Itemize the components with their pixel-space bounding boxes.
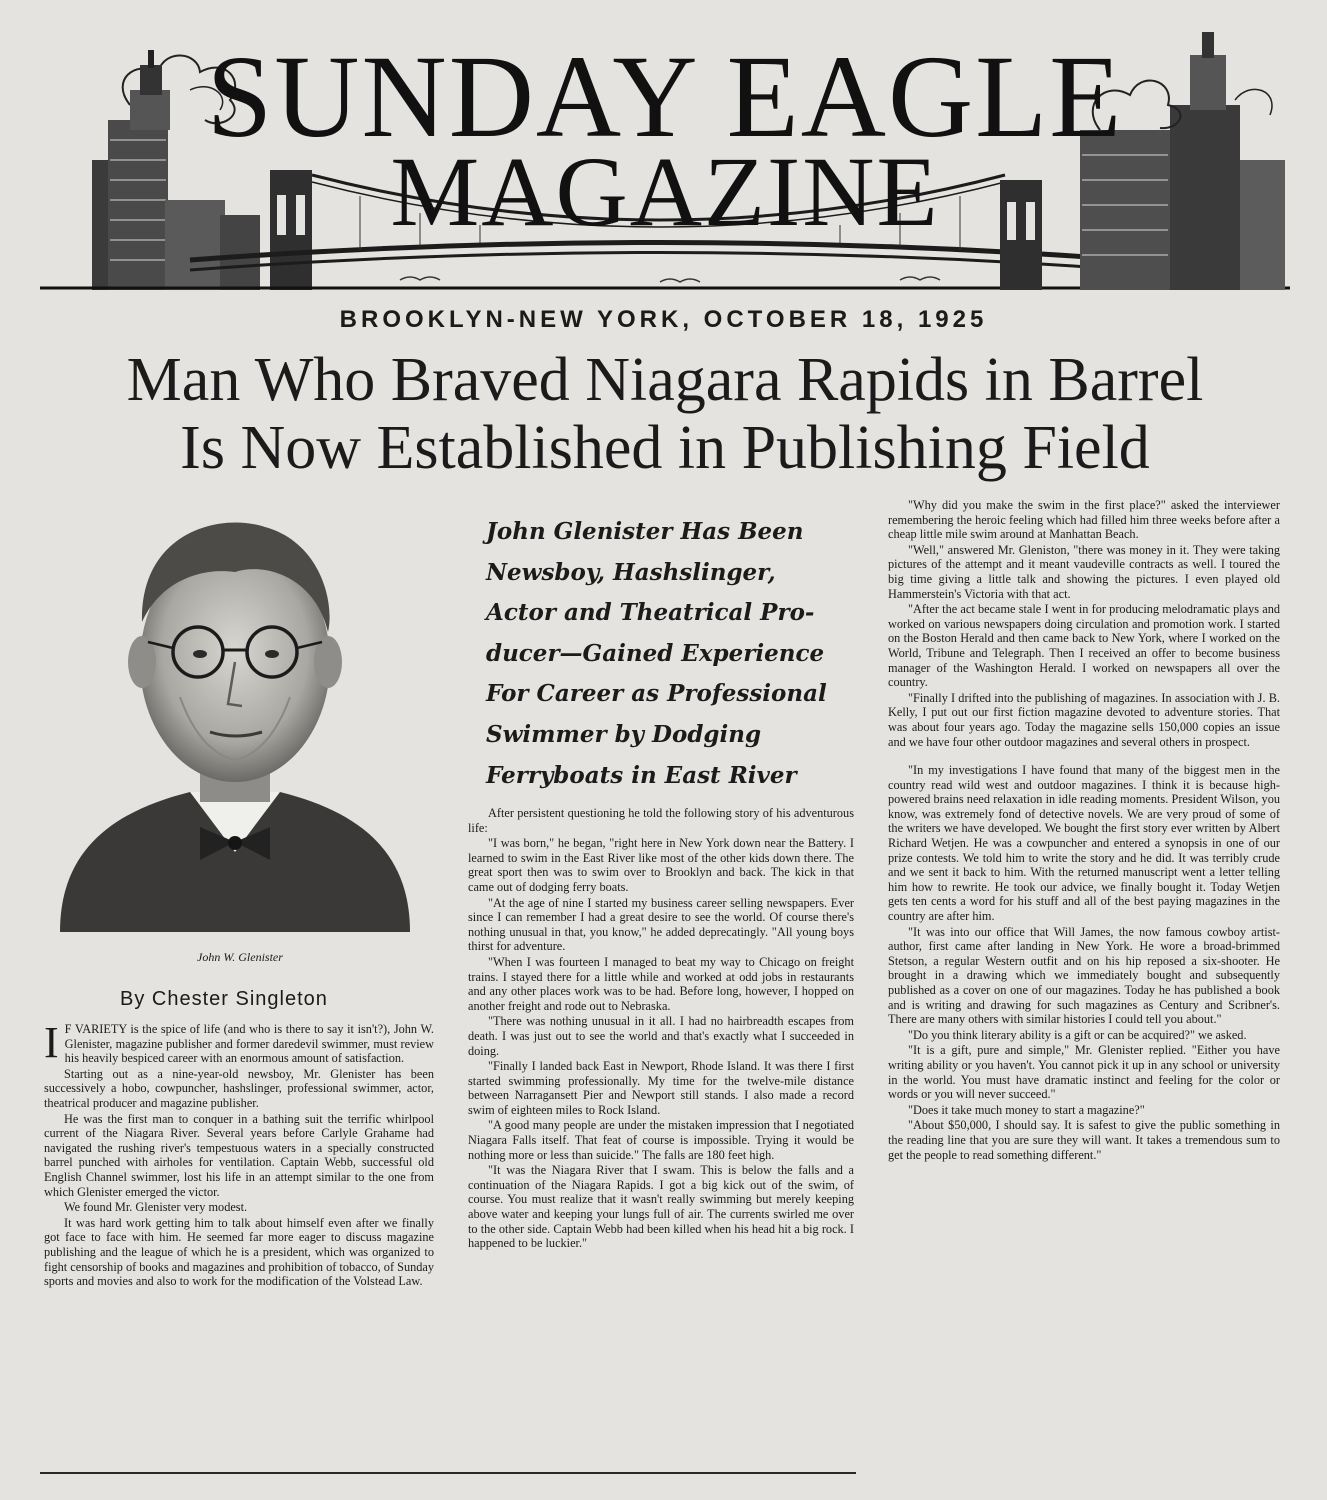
headline-line2: Is Now Established in Publishing Field [180,414,1150,482]
article-paragraph: "At the age of nine I started my business career selling newspapers. Ever since I can remember I had a great desire to see the world. Of course there's nothing unusual in that, you know," he added deprecatingly. "All young boys thirst for adventure. [468,895,854,954]
portrait-illustration [50,492,420,942]
article-paragraph: "It is a gift, pure and simple," Mr. Glenister replied. "Either you have writing ability or you haven't. You cannot pick it up in any school or university in the world. You must have dramatic instinct and feeling for the color or words or you will never succeed." [888,1043,1280,1102]
deck-line: For Career as Professional [486,680,827,708]
article-paragraph: "Do you think literary ability is a gift or can be acquired?" we asked. [908,1027,1247,1042]
article-paragraph: "After the act became stale I went in for producing melodramatic plays and worked on various newspapers doing circulation and promotion work. I started on the Boston Herald and then came back to New York, where I worked on the World, Tribune and Telegraph. Then I received an offer to become business manager of the Washington Herald. I worked on newspapers all over the country. [888,602,1280,690]
masthead-title-line2: MAGAZINE [390,136,940,247]
article-paragraph: F VARIETY is the spice of life (and who is there to say it isn't?), John W. Glenister, magazine publisher and former daredevil swimmer, must review his heavily bespiced career with an enormous amount of satisfaction. [64,1022,434,1066]
headline-line1: Man Who Braved Niagara Rapids in Barrel [126,346,1204,414]
article-paragraph: "In my investigations I have found that many of the biggest men in the country read wild west and outdoor magazines. I think it is because high-powered brains need relaxation in idle reading moments. President Wilson, you know, was extremely fond of detective novels. We are very proud of some of the writers we have developed. We bought the first story ever written by Albert Richard Wetjen. He was a cowpuncher and entered a synopsis in one of our prize contests. We told him to write the story and he did. It was terribly crude and we sent it back to him. With the returned manuscript went a letter telling him how to rewrite. He took our advice, we finally bought it. Today Wetjen gets ten cents a word for his stuff and all of the best paying magazines in the country are after him. [888,763,1280,924]
masthead-title-line1: SUNDAY EAGLE [206,31,1124,162]
article-column-1 [44,1018,434,1290]
article-paragraph: "Finally I landed back East in Newport, Rhode Island. It was there I first started swimming professionally. My time for the twelve-mile distance between Narragansett Pier and Newport still stands. I also made a record swim of eighteen miles to Rock Island. [468,1059,854,1117]
article-paragraph: "It was into our office that Will James, the now famous cowboy artist-author, first came after landing in New York. He wore a broad-brimmed Stetson, a regular Western outfit and on his hip reposed a six-shooter. He brought in a drawing which we immediately bought and subsequently published as a cover on one of our magazines. Today he has published a book and is writing and drawing for such magazines as Century and Scribner's. There are many others with similar histories I could tell you about." [888,924,1280,1027]
deck-line: Swimmer by Dodging [486,720,762,748]
article-paragraph: "There was nothing unusual in it all. I had no hairbreadth escapes from death. I was just out to see the world and that's exactly what I succeeded in doing. [468,1014,854,1058]
article-paragraph: He was the first man to conquer in a bathing suit the terrific whirlpool current of the Niagara River. Several years before Carlyle Grahame had navigated the rushing river's tempestuous waters in a specially constructed barrel punched with airholes for ventilation. Captain Webb, successful old English Channel swimmer, lost his life in an attempt similar to the one from which Glenister emerged the victor. [44,1111,434,1199]
article-paragraph: "About $50,000, I should say. It is safest to give the public something in the reading line that you are sure they will want. It takes a tremendous sum to get the people to read something different." [888,1118,1280,1162]
portrait-photo [50,492,420,942]
article-paragraph: "When I was fourteen I managed to beat my way to Chicago on freight trains. I stayed there for a little while and worked at odd jobs in restaurants and any other places work was to be had. Before long, however, I hopped on another freight and rode out to Nebraska. [468,954,854,1013]
article-paragraph: "Does it take much money to start a magazine?" [908,1102,1145,1117]
dateline: BROOKLYN-NEW YORK, OCTOBER 18, 1925 [339,306,988,333]
deck-line: Newsboy, Hashslinger, [486,558,776,586]
article-paragraph: It was hard work getting him to talk about himself even after we finally got face to face with him. He seemed far more eager to discuss magazine publishing and the league of which he is a president, which was organized to fight censorship of books and magazines and prohibition of tobacco, of Sunday sports and movies and also to work for the modification of the Volstead Law. [44,1215,434,1289]
deck-line: Ferryboats in East River [486,761,797,789]
photo-caption: John W. Glenister [197,950,283,964]
deck-line: ducer—Gained Experience [486,639,825,667]
article-paragraph: "Well," answered Mr. Gleniston, "there was money in it. They were taking pictures of the attempt and it meant vaudeville contracts as well. I toured the big time giving a little talk and showing the pictures. I even played old Hammerstein's Victoria with that act. [888,542,1280,601]
subheadline-deck [486,512,846,796]
article-paragraph: "A good many people are under the mistaken impression that I negotiated Niagara Falls itself. That feat of course is impossible. Trying it would be nothing more or less than suicide." The falls are 180 feet high. [468,1118,854,1162]
article-paragraph: After persistent questioning he told the following story of his adventurous life: [468,806,854,835]
byline: By Chester Singleton [120,988,328,1010]
article-column-3 [888,498,1280,1163]
article-column-2 [468,806,854,1252]
deck-line: Actor and Theatrical Pro- [486,599,815,627]
article-paragraph: "Why did you make the swim in the first place?" asked the interviewer remembering the heroic feeling which had filled him three weeks before after a cheap little mile swim around at Manhattan Beach. [888,498,1280,542]
bottom-rule [40,1472,856,1474]
article-paragraph: "Finally I drifted into the publishing of magazines. In association with J. B. Kelly, I put out our first fiction magazine devoted to adventure stories. That was about four years ago. Today the magazine sells 150,000 copies an issue and we have four other outdoor magazines and several others in prospect. [888,690,1280,749]
article-paragraph: "I was born," he began, "right here in New York down near the Battery. I learned to swim in the East River like most of the other kids down there. The great sport then was to swim over to Brooklyn and back. The kick in that came out of dodging ferry boats. [468,836,854,894]
masthead [40,10,1290,290]
article-paragraph: "It was the Niagara River that I swam. This is below the falls and a continuation of the Niagara Rapids. I got a big kick out of the swim, of course. You must realize that it wasn't really swimming but merely keeping above water and keeping your lungs full of air. The currents swirled me over to the other side. Captain Webb had been killed when his head hit a big rock. I happened to be luckier." [468,1163,854,1251]
deck-line: John Glenister Has Been [486,518,804,545]
article-paragraph: We found Mr. Glenister very modest. [64,1200,248,1215]
drop-cap: I [44,1018,59,1067]
article-paragraph: Starting out as a nine-year-old newsboy, Mr. Glenister has been successively a hobo, cowpuncher, hashslinger, professional swimmer, actor, theatrical producer and magazine publisher. [44,1066,434,1110]
headline [20,346,1310,482]
